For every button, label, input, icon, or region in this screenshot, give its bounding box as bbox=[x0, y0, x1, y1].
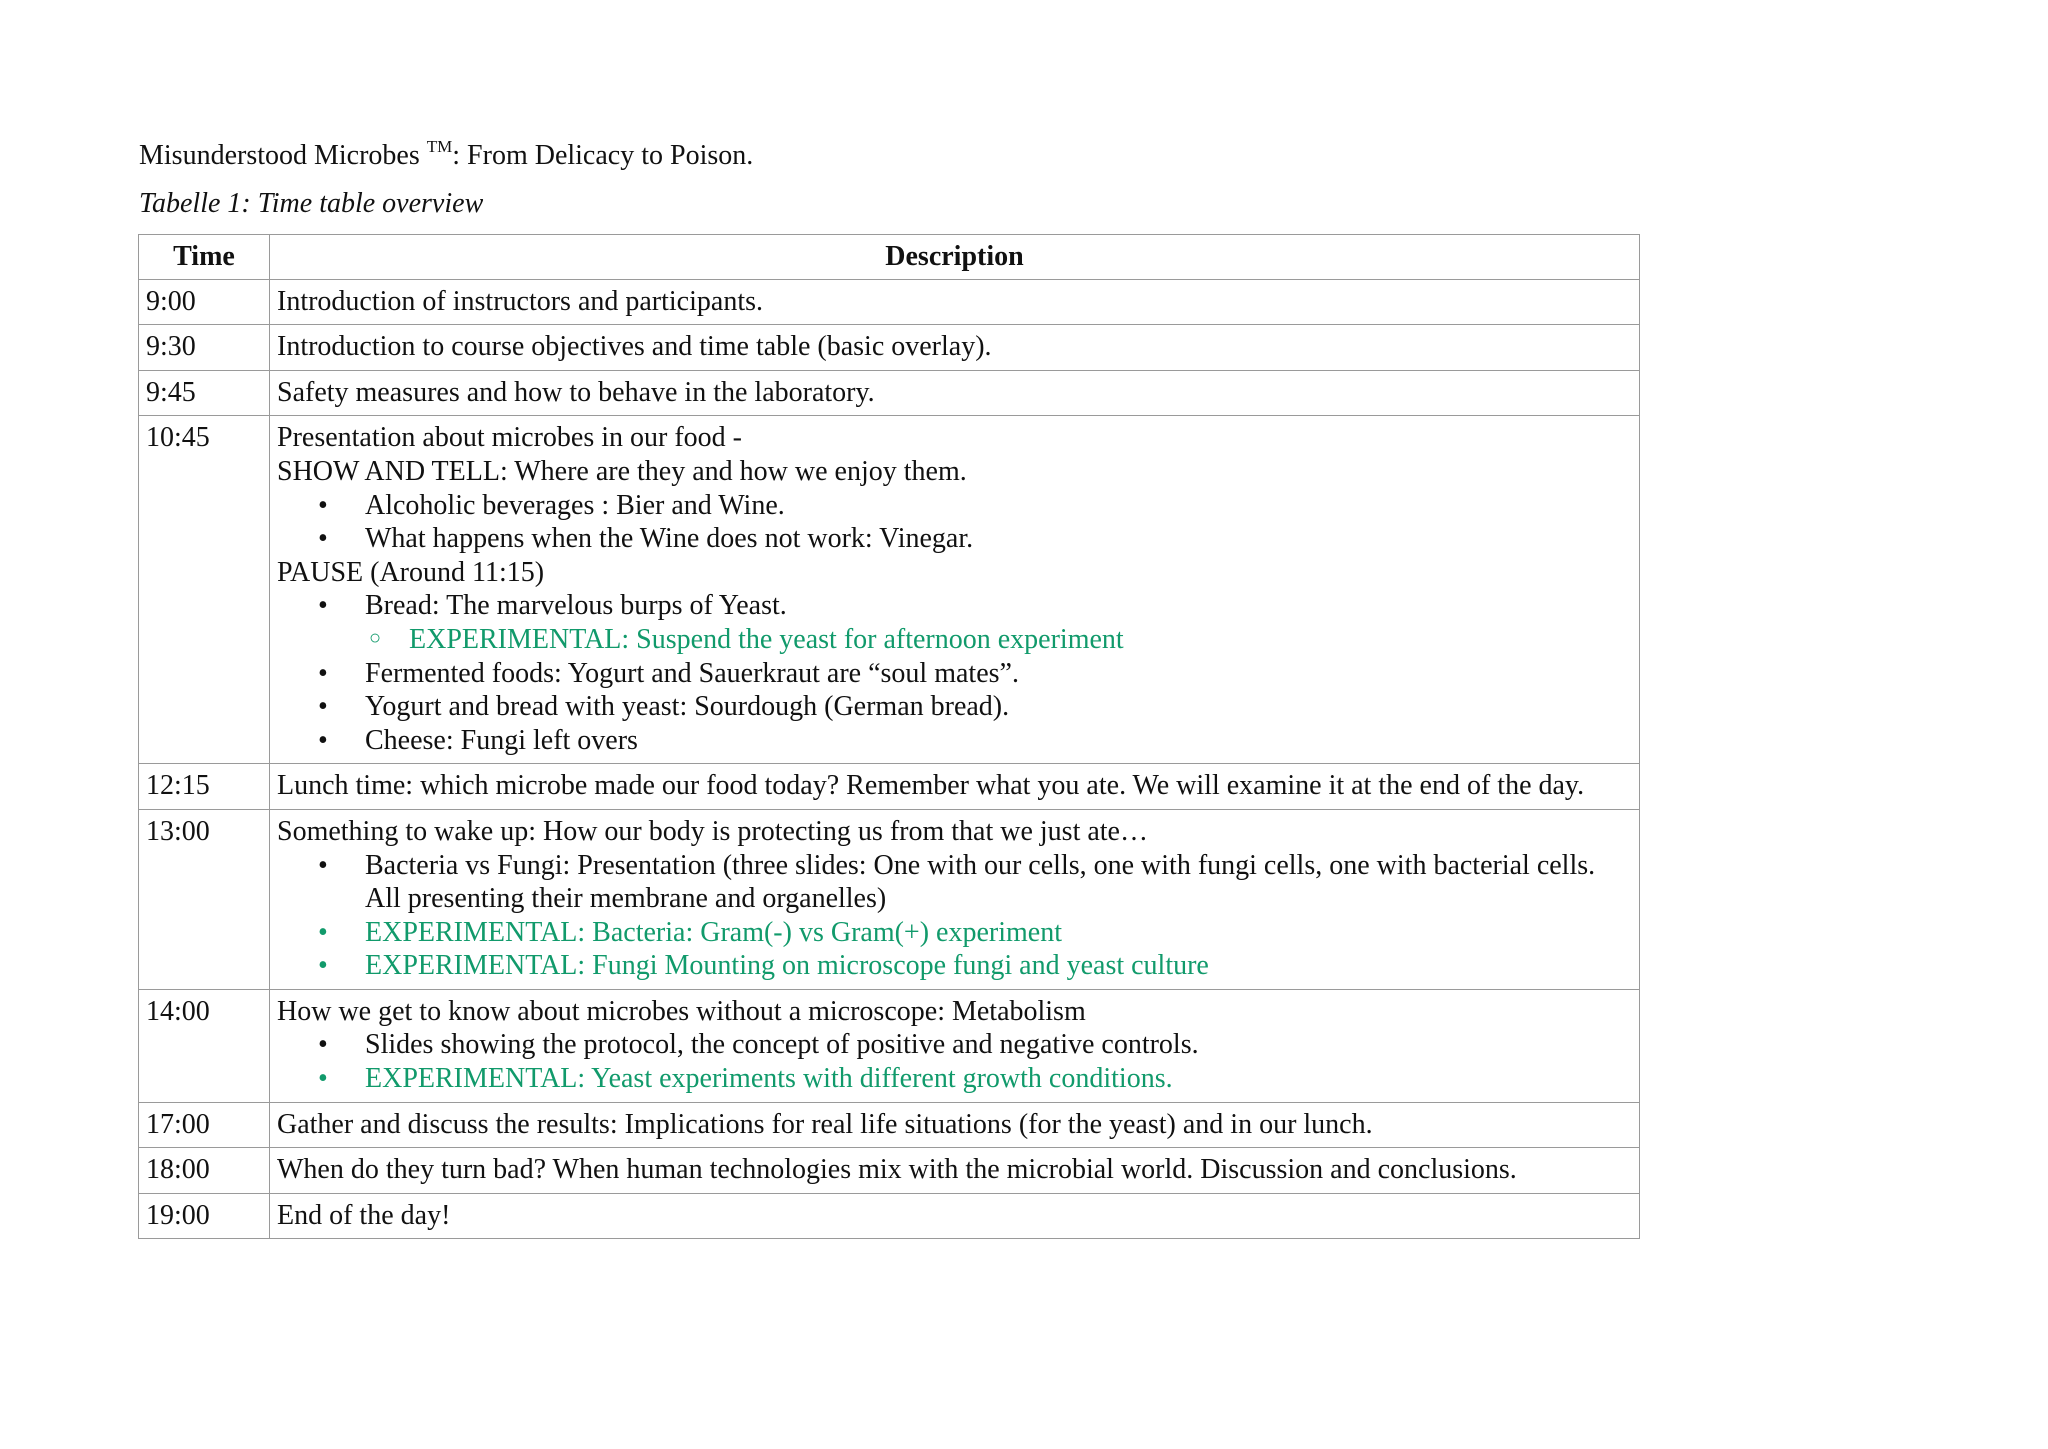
bullet-list bbox=[277, 849, 1632, 983]
bullet-list bbox=[277, 489, 1632, 556]
list-item-text: Fermented foods: Yogurt and Sauerkraut are “soul mates”. bbox=[365, 657, 1019, 689]
description-cell: When do they turn bad? When human technologies mix with the microbial world. Discussion and conclusions. bbox=[270, 1148, 1640, 1194]
table-row bbox=[139, 1148, 1640, 1194]
bullet-icon: • bbox=[318, 849, 328, 881]
list-item bbox=[277, 724, 1632, 758]
bullet-icon: • bbox=[318, 1029, 328, 1061]
list-item bbox=[277, 849, 1632, 916]
list-item bbox=[277, 589, 1632, 623]
list-item-text: Alcoholic beverages : Bier and Wine. bbox=[365, 489, 785, 521]
time-cell: 9:45 bbox=[139, 370, 270, 416]
bullet-icon: • bbox=[318, 523, 328, 555]
experimental-item bbox=[277, 623, 1632, 657]
hollow-bullet-icon: ○ bbox=[369, 626, 382, 649]
description-line: Presentation about microbes in our food - bbox=[277, 422, 743, 454]
table-row bbox=[139, 764, 1640, 810]
time-cell: 17:00 bbox=[139, 1102, 270, 1148]
list-item bbox=[277, 1028, 1632, 1062]
bullet-list bbox=[277, 589, 1632, 623]
bullet-icon: • bbox=[318, 916, 328, 948]
list-item-text: Cheese: Fungi left overs bbox=[365, 724, 638, 756]
table-header-row bbox=[139, 235, 1640, 280]
list-item bbox=[277, 489, 1632, 523]
bullet-icon: • bbox=[318, 657, 328, 689]
description-cell: End of the day! bbox=[270, 1193, 1640, 1239]
title-text-end: : From Delicacy to Poison. bbox=[452, 140, 754, 171]
description-line: How we get to know about microbes without a microscope: Metabolism bbox=[277, 995, 1086, 1027]
table-row bbox=[139, 1193, 1640, 1239]
description-cell: Introduction to course objectives and time table (basic overlay). bbox=[270, 325, 1640, 371]
trademark-superscript: TM bbox=[426, 136, 453, 156]
list-item-text: EXPERIMENTAL: Fungi Mounting on microscope fungi and yeast culture bbox=[365, 950, 1209, 982]
table-row bbox=[139, 325, 1640, 371]
description-cell bbox=[270, 989, 1640, 1102]
time-cell: 12:15 bbox=[139, 764, 270, 810]
description-cell: Lunch time: which microbe made our food today? Remember what you ate. We will examine it at the end of the day. bbox=[270, 764, 1640, 810]
time-cell: 9:00 bbox=[139, 279, 270, 325]
list-item bbox=[277, 690, 1632, 724]
table-row bbox=[139, 370, 1640, 416]
bullet-icon: • bbox=[318, 724, 328, 756]
list-item-text: Bacteria vs Fungi: Presentation (three slides: One with our cells, one with fungi cells, one with bacterial cells. All presenting their membrane and organelles) bbox=[365, 849, 1596, 915]
list-item-text: EXPERIMENTAL: Suspend the yeast for afternoon experiment bbox=[409, 623, 1124, 655]
experimental-item bbox=[277, 949, 1632, 983]
table-row bbox=[139, 279, 1640, 325]
list-item-text: Yogurt and bread with yeast: Sourdough (German bread). bbox=[365, 691, 1010, 723]
bullet-list bbox=[277, 1028, 1632, 1095]
experimental-item bbox=[277, 916, 1632, 950]
table-caption: Tabelle 1: Time table overview bbox=[139, 188, 484, 219]
time-cell: 10:45 bbox=[139, 416, 270, 764]
description-cell bbox=[270, 416, 1640, 764]
bullet-icon: • bbox=[318, 691, 328, 723]
description-cell: Gather and discuss the results: Implications for real life situations (for the yeast) and in our lunch. bbox=[270, 1102, 1640, 1148]
time-cell: 19:00 bbox=[139, 1193, 270, 1239]
time-cell: 18:00 bbox=[139, 1148, 270, 1194]
list-item-text: EXPERIMENTAL: Bacteria: Gram(-) vs Gram(+) experiment bbox=[365, 916, 1062, 948]
bullet-list bbox=[277, 657, 1632, 758]
pause-line: PAUSE (Around 11:15) bbox=[277, 556, 545, 588]
table-row bbox=[139, 809, 1640, 989]
table-row bbox=[139, 1102, 1640, 1148]
description-cell: Introduction of instructors and participants. bbox=[270, 279, 1640, 325]
timetable bbox=[138, 234, 1640, 1239]
bullet-icon: • bbox=[318, 950, 328, 982]
experimental-item bbox=[277, 1062, 1632, 1096]
bullet-icon: • bbox=[318, 489, 328, 521]
bullet-icon: • bbox=[318, 1063, 328, 1095]
time-cell: 9:30 bbox=[139, 325, 270, 371]
document-title bbox=[139, 136, 753, 176]
sub-bullet-list bbox=[277, 623, 1632, 657]
description-cell: Safety measures and how to behave in the laboratory. bbox=[270, 370, 1640, 416]
list-item-text: EXPERIMENTAL: Yeast experiments with different growth conditions. bbox=[365, 1063, 1173, 1095]
list-item-text: Bread: The marvelous burps of Yeast. bbox=[365, 590, 787, 622]
title-text: Misunderstood Microbes bbox=[139, 140, 427, 171]
bullet-icon: • bbox=[318, 590, 328, 622]
list-item-text: Slides showing the protocol, the concept of positive and negative controls. bbox=[365, 1029, 1199, 1061]
list-item bbox=[277, 522, 1632, 556]
description-line: Something to wake up: How our body is protecting us from that we just ate… bbox=[277, 815, 1148, 847]
header-time: Time bbox=[139, 235, 270, 280]
list-item-text: What happens when the Wine does not work: Vinegar. bbox=[365, 523, 974, 555]
header-description: Description bbox=[270, 235, 1640, 280]
description-cell bbox=[270, 809, 1640, 989]
table-row bbox=[139, 989, 1640, 1102]
time-cell: 13:00 bbox=[139, 809, 270, 989]
time-cell: 14:00 bbox=[139, 989, 270, 1102]
table-row bbox=[139, 416, 1640, 764]
description-line: SHOW AND TELL: Where are they and how we enjoy them. bbox=[277, 455, 967, 487]
list-item bbox=[277, 657, 1632, 691]
